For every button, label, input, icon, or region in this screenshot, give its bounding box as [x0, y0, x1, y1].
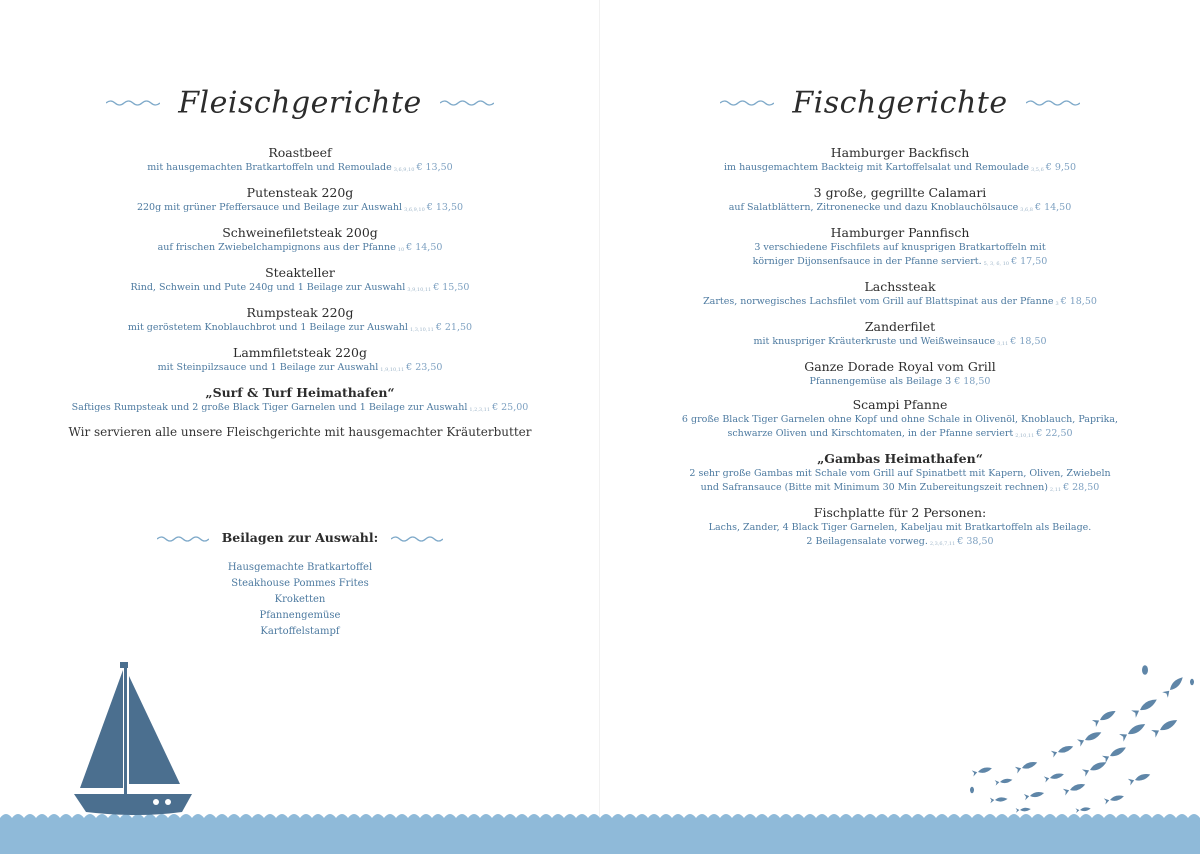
allergen-codes: 3,6,8 [1020, 207, 1033, 213]
dish-description [0, 361, 600, 377]
menu-item [0, 345, 600, 377]
menu-item [0, 385, 600, 417]
fish-icon [1131, 696, 1159, 718]
fish-icon [1119, 720, 1147, 741]
list-item: Pfannengemüse [259, 610, 341, 621]
allergen-codes: 1,2,3,11 [469, 407, 491, 413]
dish-price: € 22,50 [1036, 428, 1073, 439]
dish-description [600, 481, 1200, 497]
dish-price: € 17,50 [1011, 256, 1048, 267]
dish-price: € 25,00 [492, 402, 529, 413]
fish-icon [1082, 759, 1108, 777]
dish-description [600, 295, 1200, 311]
dish-name: Lachssteak [864, 279, 936, 294]
dish-name: Lammfiletsteak 220g [233, 345, 367, 360]
dish-name: „Surf & Turf Heimathafen“ [205, 385, 395, 400]
fish-icon [1076, 806, 1092, 813]
dish-description [600, 375, 1200, 389]
allergen-codes: 3 [1055, 301, 1059, 307]
dish-description-text: 6 große Black Tiger Garnelen ohne Kopf und ohne Schale in Olivenöl, Knoblauch, Paprika, [681, 414, 1119, 425]
dish-description-text: mit geröstetem Knoblauchbrot und 1 Beilage zur Auswahl [127, 322, 408, 333]
dish-description [600, 413, 1200, 427]
fish-heading [600, 84, 1200, 121]
dish-price: € 28,50 [1063, 482, 1100, 493]
fish-icon [1024, 790, 1045, 800]
menu-item [600, 319, 1200, 351]
dish-description-text: auf frischen Zwiebelchampignons aus der Pfanne [157, 242, 396, 253]
menu-item [0, 145, 600, 177]
dish-description [0, 281, 600, 297]
sailboat-icon [68, 660, 198, 820]
dish-description-text: mit Steinpilzsauce und 1 Beilage zur Auswahl [157, 362, 379, 373]
dish-description-text: 3 verschiedene Fischfilets auf knusprigen Bratkartoffeln mit [754, 242, 1046, 253]
fish-icon [972, 765, 993, 776]
fish-icon [1077, 729, 1103, 747]
dish-description [600, 427, 1200, 443]
fish-icon [1162, 674, 1185, 697]
list-item: Kroketten [274, 594, 326, 605]
menu-item [0, 225, 600, 257]
dish-price: € 15,50 [433, 282, 470, 293]
fish-icon [990, 796, 1008, 803]
dish-name: Fischplatte für 2 Personen: [813, 505, 987, 520]
meat-heading [0, 84, 600, 121]
dish-description [600, 201, 1200, 217]
sides-heading [0, 530, 600, 545]
allergen-codes: 3,6,9,10 [393, 167, 415, 173]
dish-name: „Gambas Heimathafen“ [817, 451, 983, 466]
fish-school-icon [960, 660, 1200, 820]
dish-description [600, 255, 1200, 271]
dish-description [0, 321, 600, 337]
menu-item [600, 145, 1200, 177]
allergen-codes: 3,9,10,11 [407, 287, 432, 293]
menu-item [0, 305, 600, 337]
dish-description-text: schwarze Oliven und Kirschtomaten, in der Pfanne serviert [727, 428, 1014, 439]
fish-menu [600, 145, 1200, 559]
dish-name: Roastbeef [268, 145, 332, 160]
allergen-codes: 1,3,10,11 [409, 327, 434, 333]
dish-name: Putensteak 220g [246, 185, 354, 200]
dish-description-text: mit knuspriger Kräuterkruste und Weißweinsauce [753, 336, 996, 347]
dish-description-text: im hausgemachtem Backteig mit Kartoffelsalat und Remoulade [724, 162, 1030, 173]
fish-icon [1015, 759, 1039, 773]
dish-name: Hamburger Pannfisch [830, 225, 970, 240]
water-drop-icon [1190, 679, 1194, 685]
menu-item [600, 505, 1200, 551]
dish-description [600, 161, 1200, 177]
menu-item [600, 451, 1200, 497]
fish-icon [1092, 708, 1118, 727]
sides-list [0, 560, 600, 640]
dish-price: € 21,50 [435, 322, 473, 333]
fish-icon [995, 777, 1013, 786]
dish-price: € 14,50 [1035, 202, 1072, 213]
dish-description-text: auf Salatblättern, Zitronenecke und dazu Knoblauchölsauce [728, 202, 1019, 213]
allergen-codes: 2,10,11 [1015, 433, 1035, 439]
dish-description-text: und Safransauce (Bitte mit Minimum 30 Min Zubereitungszeit rechnen) [700, 482, 1048, 493]
dish-description-text: Lachs, Zander, 4 Black Tiger Garnelen, Kabeljau mit Bratkartoffeln als Beilage. [708, 522, 1092, 533]
wave-icon [106, 98, 160, 108]
menu-item [0, 185, 600, 217]
water-drop-icon [1142, 665, 1148, 675]
fish-icon [1102, 744, 1128, 763]
dish-description-text: 2 sehr große Gambas mit Schale vom Grill auf Spinatbett mit Kapern, Oliven, Zwiebeln [689, 468, 1111, 479]
menu-item [600, 359, 1200, 389]
fish-icon [1104, 793, 1125, 804]
dish-price: € 18,50 [1060, 296, 1097, 307]
dish-description-text: Zartes, norwegisches Lachsfilet vom Grill auf Blattspinat aus der Pfanne [703, 296, 1054, 307]
allergen-codes: 2,3,6,7,11 [929, 541, 956, 547]
dish-description [600, 241, 1200, 255]
wave-icon [1026, 98, 1080, 108]
dish-name: Zanderfilet [864, 319, 936, 334]
allergen-codes: 3,6,9,10 [404, 207, 425, 213]
menu-item [600, 397, 1200, 443]
dish-price: € 9,50 [1045, 162, 1076, 173]
dish-price: € 18,50 [1010, 336, 1047, 347]
dish-description [0, 241, 600, 257]
dish-description-text: Rind, Schwein und Pute 240g und 1 Beilage zur Auswahl [130, 282, 406, 293]
dish-name: 3 große, gegrillte Calamari [813, 185, 987, 200]
dish-description [0, 161, 600, 177]
list-item: Kartoffelstampf [260, 626, 340, 637]
list-item: Steakhouse Pommes Frites [231, 578, 369, 589]
dish-name: Schweinefiletsteak 200g [222, 225, 378, 240]
menu-item [600, 279, 1200, 311]
dish-name: Steakteller [265, 265, 335, 280]
menu-item [0, 265, 600, 297]
dish-description-text: Pfannengemüse als Beilage 3 [809, 376, 952, 387]
fish-icon [1016, 807, 1031, 813]
allergen-codes: 5, 3, 6, 10 [983, 261, 1010, 267]
fish-icon [1063, 781, 1087, 795]
dish-description [0, 401, 600, 417]
butter-note: Wir servieren alle unsere Fleischgerichte mit hausgemachter Kräuterbutter [68, 425, 532, 439]
dish-price: € 23,50 [406, 362, 443, 373]
dish-description [600, 467, 1200, 481]
dish-description [600, 521, 1200, 535]
fish-icon [1128, 771, 1152, 785]
wave-icon [440, 98, 494, 108]
menu-item [600, 225, 1200, 271]
wave-icon [391, 534, 443, 544]
fish-icon [1044, 771, 1065, 782]
dish-name: Hamburger Backfisch [830, 145, 970, 160]
fish-heading-title: Fischgerichte [792, 85, 1008, 121]
dish-price: € 13,50 [426, 202, 464, 213]
dish-description [0, 201, 600, 217]
wave-icon [157, 534, 209, 544]
dish-name: Ganze Dorade Royal vom Grill [804, 359, 996, 374]
wave-icon [720, 98, 774, 108]
dish-price: € 13,50 [416, 162, 453, 173]
water-drop-icon [970, 787, 974, 793]
allergen-codes: 2,11 [1049, 487, 1062, 493]
dish-name: Rumpsteak 220g [246, 305, 354, 320]
fish-icon [1151, 716, 1179, 737]
dish-description [600, 335, 1200, 351]
allergen-codes: 10 [397, 247, 405, 253]
meat-heading-title: Fleischgerichte [178, 85, 422, 121]
allergen-codes: 3,11 [997, 341, 1009, 347]
allergen-codes: 1,9,10,11 [380, 367, 405, 373]
dish-description-text: Saftiges Rumpsteak und 2 große Black Tiger Garnelen und 1 Beilage zur Auswahl [71, 402, 468, 413]
allergen-codes: 3,5,6 [1031, 167, 1044, 173]
dish-description-text: mit hausgemachten Bratkartoffeln und Remoulade [147, 162, 392, 173]
dish-name: Scampi Pfanne [852, 397, 948, 412]
menu-item [600, 185, 1200, 217]
dish-description-text: körniger Dijonsenfsauce in der Pfanne serviert. [752, 256, 982, 267]
dish-description [600, 535, 1200, 551]
dish-description-text: 220g mit grüner Pfeffersauce und Beilage zur Auswahl [136, 202, 403, 213]
fish-icon [1051, 743, 1075, 757]
dish-price: € 14,50 [406, 242, 443, 253]
dish-price: € 18,50 [954, 376, 991, 387]
dish-price: € 38,50 [957, 536, 994, 547]
dish-description-text: 2 Beilagensalate vorweg. [806, 536, 928, 547]
sides-heading-title: Beilagen zur Auswahl: [221, 530, 379, 545]
meat-menu [0, 145, 600, 439]
list-item: Hausgemachte Bratkartoffel [227, 562, 373, 573]
